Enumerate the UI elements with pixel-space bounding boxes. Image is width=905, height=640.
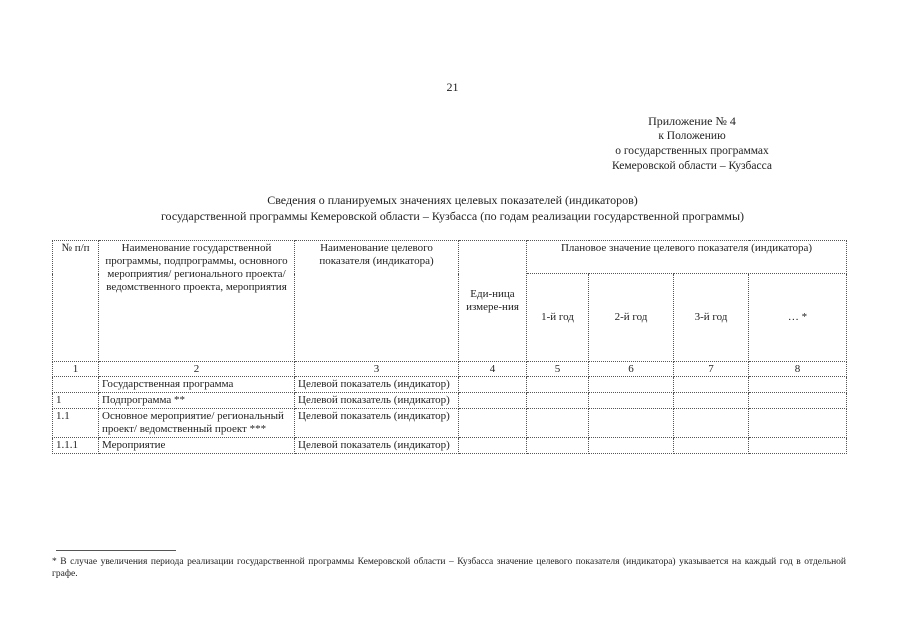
header-name: Наименование государственной программы, подпрограммы, основного мероприятия/ регионального проекта/ ведомственного проекта, мероприятия xyxy=(99,241,295,362)
column-number: 5 xyxy=(527,362,589,377)
header-row-1 xyxy=(53,241,847,274)
row-year-3-cell xyxy=(674,377,749,393)
row-year-3-cell xyxy=(674,393,749,409)
column-number: 7 xyxy=(674,362,749,377)
heading-line-2: государственной программы Кемеровской области – Кузбасса (по годам реализации государственной программы) xyxy=(160,209,745,223)
row-year-more-cell xyxy=(749,393,847,409)
heading-line-1: Сведения о планируемых значениях целевых показателей (индикаторов) xyxy=(267,193,638,207)
column-number: 2 xyxy=(99,362,295,377)
row-year-2-cell xyxy=(589,377,674,393)
header-unit: Еди-ница измере-ния xyxy=(459,241,527,362)
row-unit-cell xyxy=(459,438,527,454)
footnote: * В случае увеличения периода реализации государственной программы Кемеровской области – Кузбасса значение целевого показателя (индикатора) указывается на каждый год в отдельной графе. xyxy=(52,557,846,579)
column-number-row xyxy=(53,362,847,377)
row-year-1-cell xyxy=(527,393,589,409)
row-year-2-cell xyxy=(589,438,674,454)
row-name: Основное мероприятие/ региональный проект/ ведомственный проект *** xyxy=(99,409,295,438)
header-indicator: Наименование целевого показателя (индикатора) xyxy=(295,241,459,362)
column-number: 1 xyxy=(53,362,99,377)
row-year-1-cell xyxy=(527,409,589,438)
row-name: Мероприятие xyxy=(99,438,295,454)
row-year-2-cell xyxy=(589,393,674,409)
header-year-1: 1-й год xyxy=(527,274,589,362)
footnote-divider xyxy=(56,550,176,551)
row-year-more-cell xyxy=(749,409,847,438)
row-year-3-cell xyxy=(674,438,749,454)
page-number: 21 xyxy=(446,80,459,94)
table-row xyxy=(53,393,847,409)
row-indicator: Целевой показатель (индикатор) xyxy=(295,393,459,409)
table-row xyxy=(53,438,847,454)
header-year-more: … * xyxy=(749,274,847,362)
appendix-line-2: к Положению xyxy=(658,130,726,142)
document-heading xyxy=(0,192,905,224)
indicators-table xyxy=(52,240,847,454)
header-planned: Плановое значение целевого показателя (индикатора) xyxy=(527,241,847,274)
table-row xyxy=(53,377,847,393)
row-year-3-cell xyxy=(674,409,749,438)
row-num: 1.1 xyxy=(53,409,99,438)
appendix-line-4: Кемеровской области – Кузбасса xyxy=(612,160,772,172)
row-indicator: Целевой показатель (индикатор) xyxy=(295,438,459,454)
row-num xyxy=(53,377,99,393)
row-unit-cell xyxy=(459,409,527,438)
row-unit-cell xyxy=(459,377,527,393)
row-year-2-cell xyxy=(589,409,674,438)
row-name: Подпрограмма ** xyxy=(99,393,295,409)
row-year-more-cell xyxy=(749,438,847,454)
header-year-3: 3-й год xyxy=(674,274,749,362)
column-number: 6 xyxy=(589,362,674,377)
row-unit-cell xyxy=(459,393,527,409)
appendix-block xyxy=(577,114,807,174)
row-name: Государственная программа xyxy=(99,377,295,393)
header-num: № п/п xyxy=(53,241,99,362)
table-row xyxy=(53,409,847,438)
column-number: 8 xyxy=(749,362,847,377)
appendix-line-3: о государственных программах xyxy=(615,145,769,157)
column-number: 4 xyxy=(459,362,527,377)
appendix-line-1: Приложение № 4 xyxy=(648,114,736,128)
row-num: 1.1.1 xyxy=(53,438,99,454)
row-year-more-cell xyxy=(749,377,847,393)
row-indicator: Целевой показатель (индикатор) xyxy=(295,409,459,438)
row-year-1-cell xyxy=(527,438,589,454)
row-year-1-cell xyxy=(527,377,589,393)
column-number: 3 xyxy=(295,362,459,377)
header-year-2: 2-й год xyxy=(589,274,674,362)
row-num: 1 xyxy=(53,393,99,409)
row-indicator: Целевой показатель (индикатор) xyxy=(295,377,459,393)
